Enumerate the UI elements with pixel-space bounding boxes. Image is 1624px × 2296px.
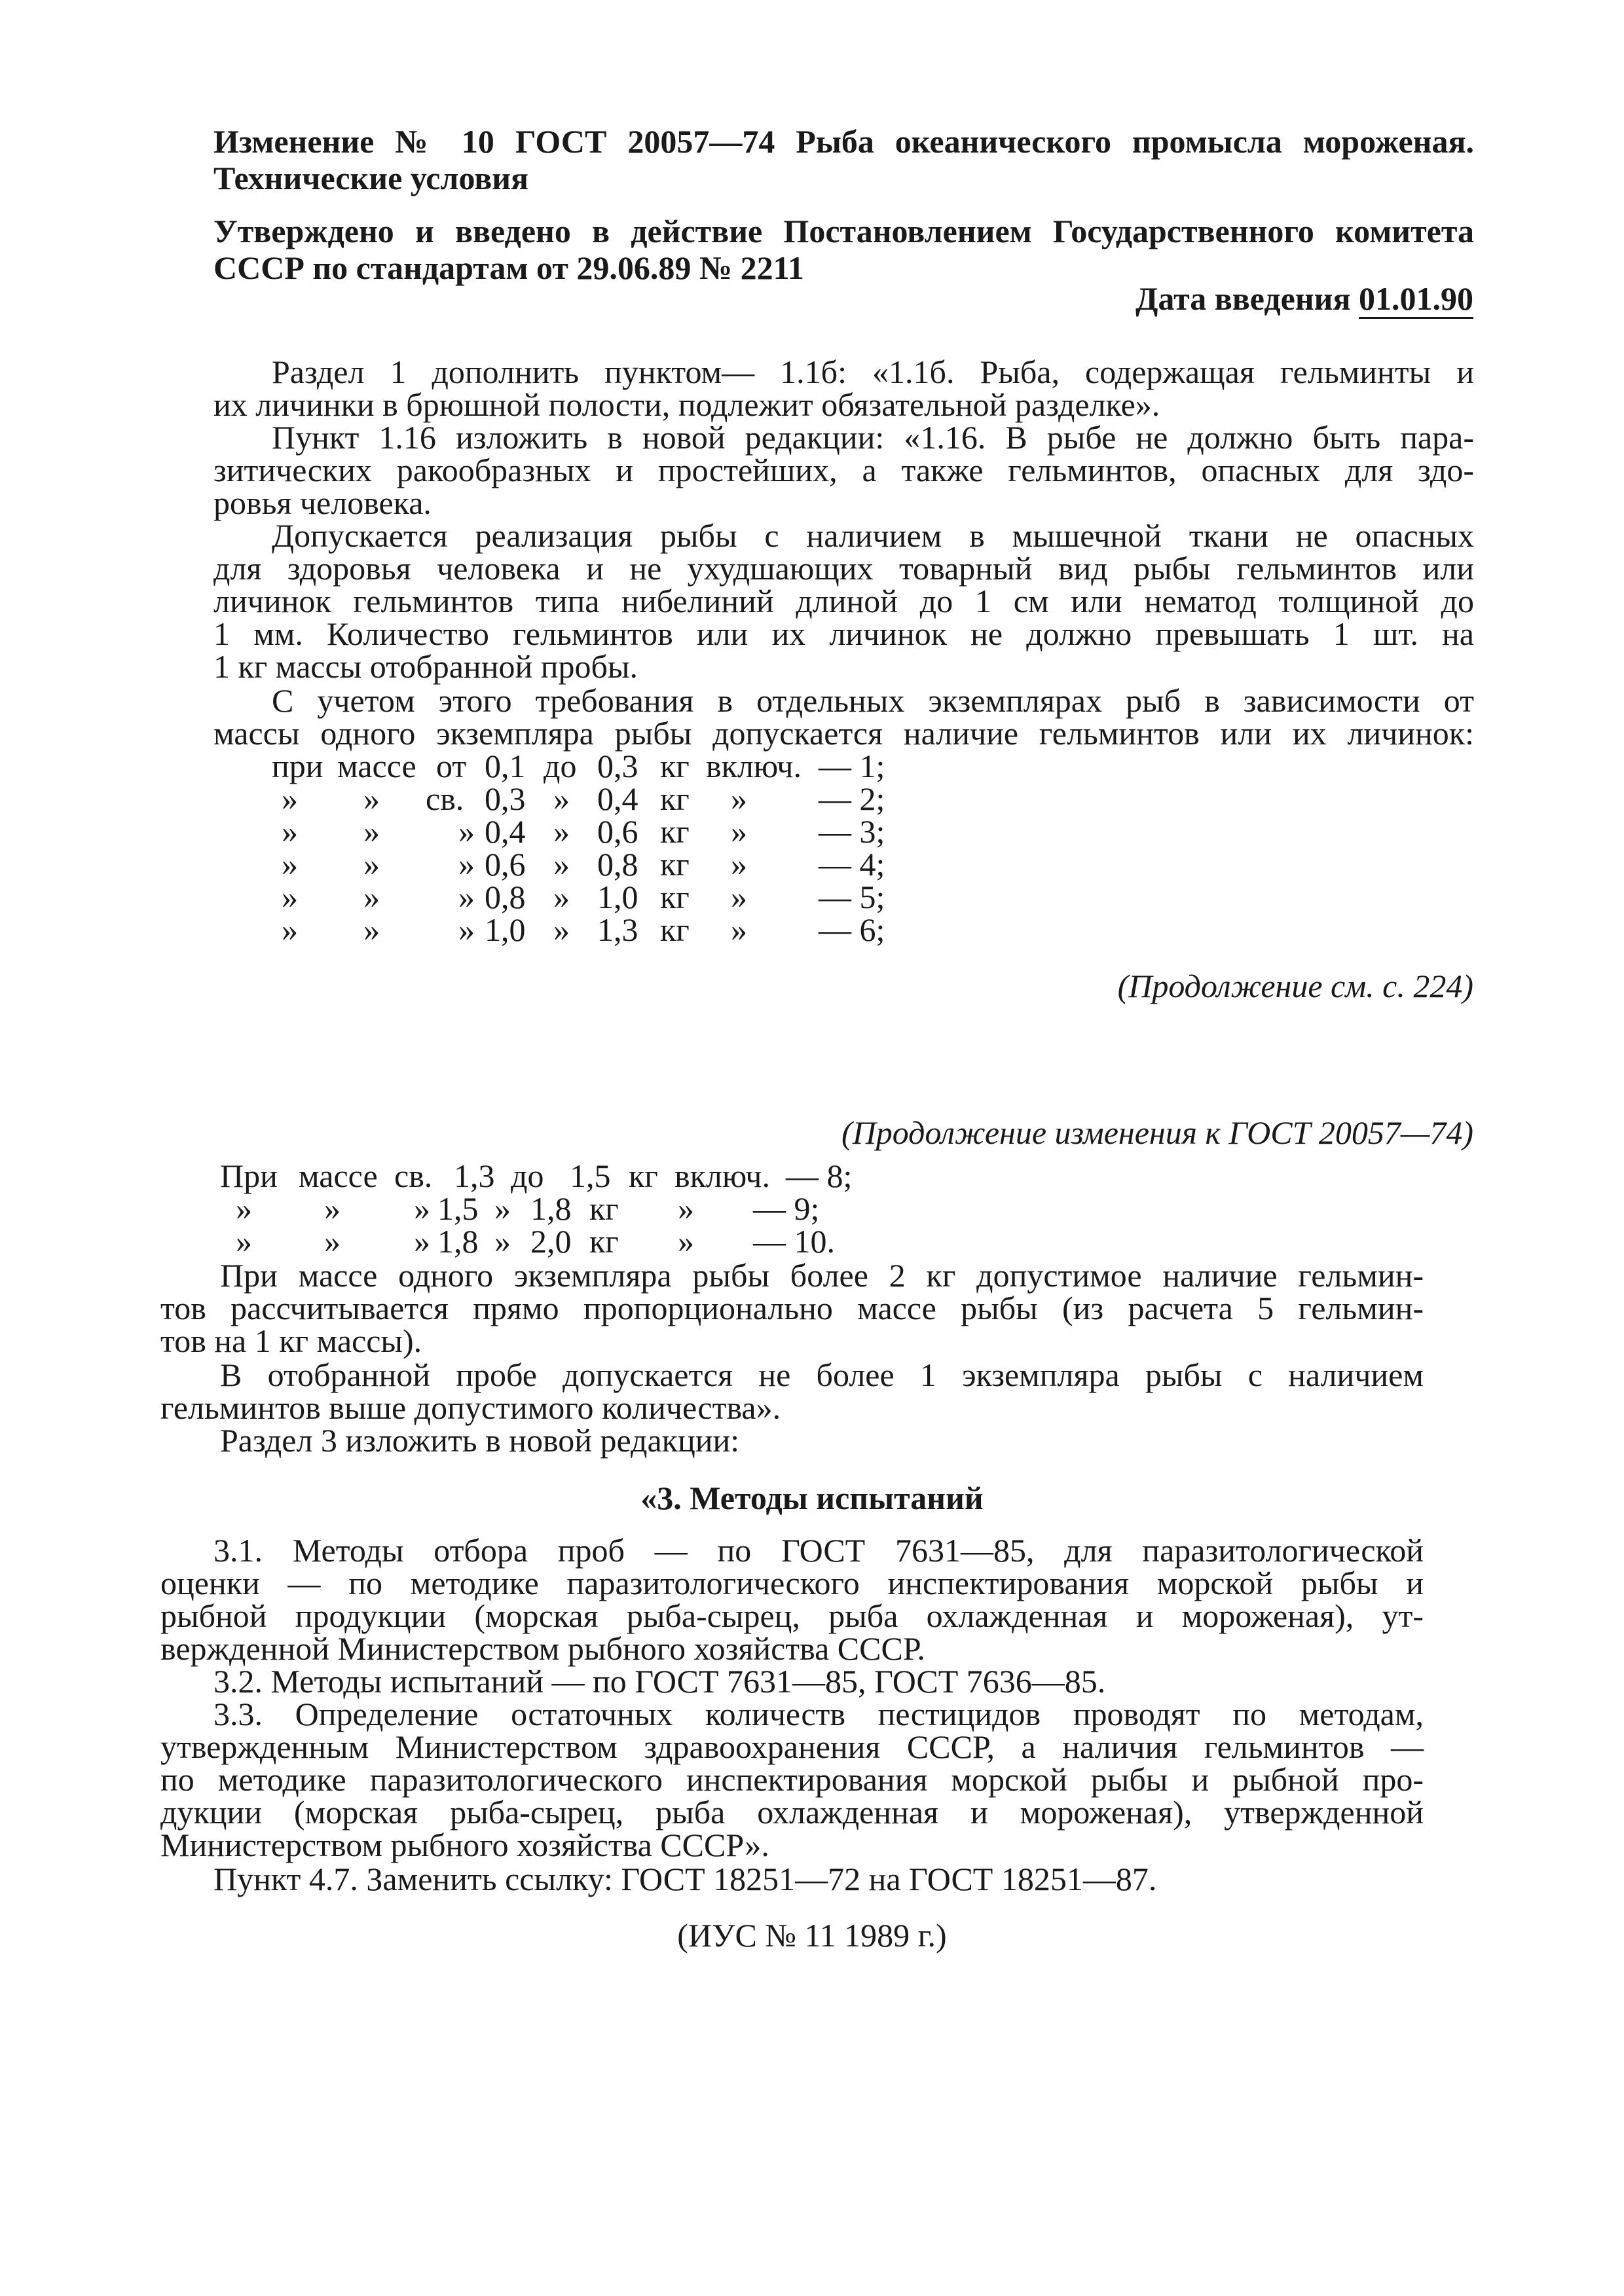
paragraph-3-line-2: для здоровья человека и не ухудшающих товарный вид рыбы гельминтов или bbox=[213, 550, 1474, 587]
paragraph-1-line-1: Раздел 1 дополнить пунктом— 1.1б: «1.1б. Рыба, содержащая гельминты и bbox=[272, 354, 1474, 390]
clause-3-3-line-3: по методике паразитологического инспектирования морской рыбы и рыбной про- bbox=[160, 1761, 1424, 1798]
clause-3-1-line-4: вержденной Министерством рыбного хозяйства СССР. bbox=[160, 1630, 925, 1667]
amendment-title-line-1: Изменение № 10 ГОСТ 20057—74 Рыба океанического промысла мороженая. bbox=[213, 123, 1474, 160]
clause-3-3-line-1: 3.3. Определение остаточных количеств пестицидов проводят по методам, bbox=[213, 1696, 1424, 1732]
clause-3-3-line-2: утвержденным Министерством здравоохранения СССР, а наличия гельминтов — bbox=[160, 1728, 1424, 1765]
clause-3-3-line-4: дукции (морская рыба-сырец, рыба охлажденная и мороженая), утвержденной bbox=[160, 1794, 1424, 1831]
p2-paragraph-2-line-1: В отобранной пробе допускается не более 1 экземпляра рыбы с наличием bbox=[220, 1357, 1424, 1393]
paragraph-3-line-4: 1 мм. Количество гельминтов или их личинок не должно превышать 1 шт. на bbox=[213, 615, 1474, 652]
amendment-title-line-2: Технические условия bbox=[213, 160, 529, 196]
section-3-heading: «3. Методы испытаний bbox=[640, 1480, 984, 1516]
clause-3-2: 3.2. Методы испытаний — по ГОСТ 7631—85, ГОСТ 7636—85. bbox=[213, 1663, 1106, 1700]
paragraph-3-line-3: личинок гельминтов типа нибелиний длиной до 1 см или нематод толщиной до bbox=[213, 583, 1474, 619]
paragraph-1-line-2: их личинки в брюшной полости, подлежит обязательной разделке». bbox=[213, 386, 1160, 423]
clause-3-1-line-2: оценки — по методике паразитологического инспектирования морской рыбы и bbox=[160, 1565, 1424, 1601]
approval-line-1: Утверждено и введено в действие Постановлением Государственного комитета bbox=[213, 213, 1474, 249]
approval-line-2: СССР по стандартам от 29.06.89 № 2211 bbox=[213, 249, 804, 286]
p2-paragraph-4: Пункт 4.7. Заменить ссылку: ГОСТ 18251—72 на ГОСТ 18251—87. bbox=[213, 1861, 1157, 1897]
paragraph-3-line-1: Допускается реализация рыбы с наличием в мышечной ткани не опасных bbox=[272, 517, 1474, 554]
paragraph-4-line-1: С учетом этого требования в отдельных экземплярах рыб в зависимости от bbox=[272, 682, 1474, 719]
effective-date bbox=[1135, 280, 1473, 317]
paragraph-2-line-1: Пункт 1.16 изложить в новой редакции: «1.16. В рыбе не должно быть пара- bbox=[272, 419, 1474, 456]
p2-paragraph-2-line-2: гельминтов выше допустимого количества». bbox=[160, 1389, 781, 1426]
clause-3-3-line-5: Министерством рыбного хозяйства СССР». bbox=[160, 1827, 769, 1863]
p2-paragraph-1-line-3: тов на 1 кг массы). bbox=[160, 1322, 422, 1359]
p2-paragraph-1-line-2: тов рассчитывается прямо пропорционально массе рыбы (из расчета 5 гельмин- bbox=[160, 1290, 1424, 1326]
document-page: Изменение № 10 ГОСТ 20057—74 Рыба океанического промысла мороженая. Технические условия Утверждено и введено в действие Постановлением Государственного комитета СССР по стандартам от 29.06.89 № 2211 Дата введения 01.01.90 Раздел 1 дополнить пунктом— 1.1б: «1.1б. Рыба, содержащая гельминты и их личинки в брюшной полости, подлежит обязательной разделке». Пункт 1.16 изложить в новой редакции: «1.16. В рыбе не должно быть пара- зитических ракообразных и простейших, а также гельминтов, опасных для здо- ровья человека. Допускается реализация рыбы с наличием в мышечной ткани не опасных для здоровья человека и не ухудшающих товарный вид рыбы гельминтов или личинок гельминтов типа нибелиний длиной до 1 см или нематод толщиной до 1 мм. Количество гельминтов или их личинок не должно превышать 1 шт. на 1 кг массы отобранной пробы. С учетом этого требования в отдельных экземплярах рыб в зависимости от массы одного экземпляра рыбы допускается наличие гельминтов или их личинок: при массе от 0,1 до 0,3 кг включ. — 1; » » св. 0,3 » 0,4 кг » — 2; » » » 0,4 » 0,6 кг » — 3; » » » 0,6 » 0,8 кг » — 4; » » » 0,8 » 1,0 кг » — 5; » » » 1,0 » 1,3 кг » — 6; (Продолжение см. с. 224) (Продолжение изменения к ГОСТ 20057—74) При массе св. 1,3 до 1,5 кг включ. — 8; » » » 1,5 » 1,8 кг » — 9; » » » 1,8 » 2,0 кг » — 10. При массе одного экземпляра рыбы более 2 кг допустимое наличие гельмин- тов рассчитывается прямо пропорционально массе рыбы (из расчета 5 гельмин- тов на 1 кг массы). В отобранной пробе допускается не более 1 экземпляра рыбы с наличием гельминтов выше допустимого количества». Раздел 3 изложить в новой редакции: «3. Методы испытаний 3.1. Методы отбора проб — по ГОСТ 7631—85, для паразитологической оценки — по методике паразитологического инспектирования морской рыбы и рыбной продукции (морская рыба-сырец, рыба охлажденная и мороженая), ут- вержденной Министерством рыбного хозяйства СССР. 3.2. Методы испытаний — по ГОСТ 7631—85, ГОСТ 7636—85. 3.3. Определение остаточных количеств пестицидов проводят по методам, утвержденным Министерством здравоохранения СССР, а наличия гельминтов — по методике паразитологического инспектирования морской рыбы и рыбной про- дукции (морская рыба-сырец, рыба охлажденная и мороженая), утвержденной Министерством рыбного хозяйства СССР». Пункт 4.7. Заменить ссылку: ГОСТ 18251—72 на ГОСТ 18251—87. (ИУС № 11 1989 г.) bbox=[0, 0, 1624, 2296]
clause-3-1-line-1: 3.1. Методы отбора проб — по ГОСТ 7631—85, для паразитологической bbox=[213, 1532, 1424, 1569]
paragraph-3-line-5: 1 кг массы отобранной пробы. bbox=[213, 648, 638, 685]
paragraph-2-line-3: ровья человека. bbox=[213, 484, 432, 521]
continued-note: (Продолжение см. с. 224) bbox=[1117, 968, 1473, 1004]
p2-paragraph-1-line-1: При массе одного экземпляра рыбы более 2 кг допустимое наличие гельмин- bbox=[220, 1257, 1424, 1294]
effective-date-value: 01.01.90 bbox=[1359, 280, 1473, 319]
clause-3-1-line-3: рыбной продукции (морская рыба-сырец, рыба охлажденная и мороженая), ут- bbox=[160, 1597, 1424, 1634]
paragraph-2-line-2: зитических ракообразных и простейших, а также гельминтов, опасных для здо- bbox=[213, 452, 1474, 488]
paragraph-4-line-2: массы одного экземпляра рыбы допускается наличие гельминтов или их личинок: bbox=[213, 715, 1474, 752]
source-reference: (ИУС № 11 1989 г.) bbox=[677, 1917, 947, 1954]
effective-date-label: Дата введения bbox=[1135, 280, 1351, 317]
continuation-heading: (Продолжение изменения к ГОСТ 20057—74) bbox=[841, 1114, 1473, 1151]
p2-paragraph-3: Раздел 3 изложить в новой редакции: bbox=[220, 1422, 740, 1459]
